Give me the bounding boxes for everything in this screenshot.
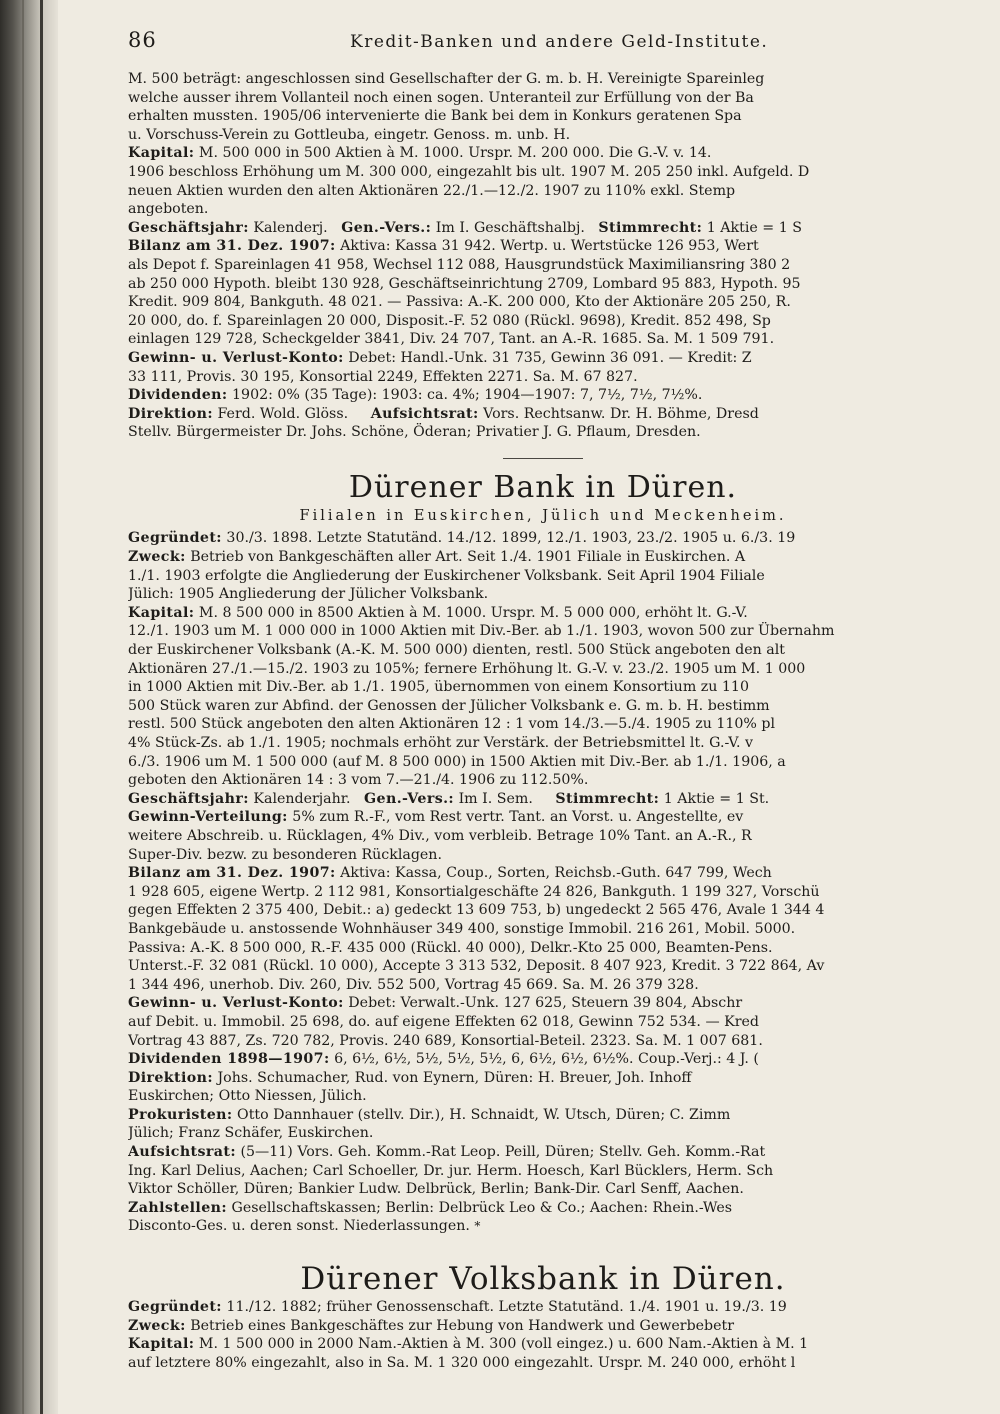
entry-zahlstellen bbox=[128, 1199, 958, 1236]
text-line: als Depot f. Spareinlagen 41 958, Wechsel 112 088, Hausgrundstück Maximiliansring 380 2 bbox=[128, 256, 791, 273]
text-gen-vers: Im I. Sem. bbox=[454, 790, 533, 807]
label-aufsichtsrat: Aufsichtsrat: bbox=[128, 1144, 236, 1161]
entry-zweck bbox=[128, 548, 958, 604]
text-line: auf Debit. u. Immobil. 25 698, do. auf eigene Effekten 62 018, Gewinn 752 534. — Kred bbox=[128, 1013, 759, 1030]
spine-edge-line-2 bbox=[22, 0, 24, 1414]
text-line: Vortrag 43 887, Zs. 720 782, Provis. 240 689, Konsortial-Beteil. 2323. Sa. M. 1 007 681. bbox=[128, 1032, 763, 1049]
text-stimmrecht: 1 Aktie = 1 St. bbox=[659, 790, 770, 807]
text-line: 1 928 605, eigene Wertp. 2 112 981, Konsortialgeschäfte 24 826, Bankguth. 1 199 327, Vorschü bbox=[128, 883, 820, 900]
text-line: Johs. Schumacher, Rud. von Eynern, Düren: H. Breuer, Joh. Inhoff bbox=[212, 1069, 692, 1086]
text-line: M. 500 beträgt: angeschlossen sind Gesellschafter der G. m. b. H. Vereinigte Spareinleg bbox=[128, 71, 765, 87]
text-dividenden: 6, 6½, 6½, 5½, 5½, 5½, 6, 6½, 6½, 6½%. Coup.-Verj.: 4 J. ( bbox=[329, 1051, 759, 1068]
text-line: Super-Div. bezw. zu besonderen Rücklagen. bbox=[128, 846, 442, 863]
page-number: 86 bbox=[128, 28, 157, 52]
label-gewinn-verlust: Gewinn- u. Verlust-Konto: bbox=[128, 349, 344, 366]
text-line: 12./1. 1903 um M. 1 000 000 in 1000 Aktien mit Div.-Ber. ab 1./1. 1903, wovon 500 zur Übernahm bbox=[128, 623, 835, 640]
text-line: ab 250 000 Hypoth. bleibt 130 928, Geschäftseinrichtung 2709, Lombard 95 883, Hypoth. 95 bbox=[128, 275, 801, 292]
text-line: einlagen 129 728, Scheckgelder 3841, Div. 24 707, Tant. an A.-R. 1685. Sa. M. 1 509 791. bbox=[128, 331, 775, 348]
entry-gewinn-verteilung bbox=[128, 808, 958, 864]
entry-zweck-bank2 bbox=[128, 1317, 958, 1336]
label-geschaeftsjahr: Geschäftsjahr: bbox=[128, 790, 249, 807]
text-line: Passiva: A.-K. 8 500 000, R.-F. 435 000 (Rückl. 40 000), Delkr.-Kto 25 000, Beamten-Pens. bbox=[128, 939, 773, 956]
text-stimmrecht: 1 Aktie = 1 S bbox=[702, 219, 802, 236]
entry-bilanz-bank1 bbox=[128, 864, 958, 994]
text-line: 20 000, do. f. Spareinlagen 20 000, Disposit.-F. 52 080 (Rückl. 9698), Kredit. 852 498, Sp bbox=[128, 312, 771, 329]
entry-aufsichtsrat-bank1 bbox=[128, 1143, 958, 1199]
entry-prokuristen bbox=[128, 1106, 958, 1143]
label-gen-vers: Gen.-Vers.: bbox=[364, 790, 455, 807]
text-line: Jülich; Franz Schäfer, Euskirchen. bbox=[128, 1125, 374, 1142]
section-divider bbox=[503, 458, 583, 459]
entry-kapital-bank2 bbox=[128, 1335, 958, 1372]
text-line: 500 Stück waren zur Abfind. der Genossen der Jülicher Volksbank e. G. m. b. H. bestimm bbox=[128, 697, 770, 714]
text-line: Disconto-Ges. u. deren sonst. Niederlassungen. bbox=[128, 1218, 475, 1235]
text-line: Ing. Karl Delius, Aachen; Carl Schoeller, Dr. jur. Herm. Hoesch, Karl Bücklers, Herm. Sch bbox=[128, 1162, 774, 1179]
label-gegruendet: Gegründet: bbox=[128, 1299, 222, 1316]
entry-kapital bbox=[128, 144, 958, 218]
label-bilanz: Bilanz am 31. Dez. 1907: bbox=[128, 238, 336, 255]
label-gen-vers: Gen.-Vers.: bbox=[341, 219, 432, 236]
text-line: Debet: Verwalt.-Unk. 127 625, Steuern 39 804, Abschr bbox=[343, 995, 743, 1012]
text-line: Gesellschaftskassen; Berlin: Delbrück Leo & Co.; Aachen: Rhein.-Wes bbox=[226, 1199, 733, 1216]
text-line: restl. 500 Stück angeboten den alten Aktionären 12 : 1 vom 14./3.—5./4. 1905 zu 110% pl bbox=[128, 716, 776, 733]
bank-title-duerener-volksbank: Dürener Volksbank in Düren. bbox=[300, 1261, 786, 1298]
text-line: 4% Stück-Zs. ab 1./1. 1905; nochmals erhöht zur Verstärk. der Betriebsmittel lt. G.-V. v bbox=[128, 735, 754, 751]
entry-gewinn-verlust bbox=[128, 349, 958, 386]
text-line: Unterst.-F. 32 081 (Rückl. 10 000), Accepte 3 313 532, Deposit. 8 407 923, Kredit. 3 722 864, Av bbox=[128, 958, 825, 975]
entry-dividenden bbox=[128, 386, 958, 405]
text-line: in 1000 Aktien mit Div.-Ber. ab 1./1. 1905, übernommen von einem Konsortium zu 110 bbox=[128, 679, 749, 696]
text-line: angeboten. bbox=[128, 201, 209, 218]
text-line: Aktionären 27./1.—15./2. 1903 zu 105%; fernere Erhöhung lt. G.-V. v. 23./2. 1905 um M. 1 000 bbox=[128, 660, 806, 677]
spine-edge-line bbox=[40, 0, 43, 1414]
text-geschaeftsjahr: Kalenderjahr. bbox=[248, 790, 351, 807]
label-direktion: Direktion: bbox=[128, 405, 213, 422]
entry-direktion bbox=[128, 405, 958, 442]
entry-continuation-intro bbox=[128, 70, 958, 144]
text-line: Otto Dannhauer (stellv. Dir.), H. Schnaidt, W. Utsch, Düren; C. Zimm bbox=[232, 1106, 731, 1123]
entry-gewinn-verlust-bank1 bbox=[128, 994, 958, 1050]
text-line: 1./1. 1903 erfolgte die Angliederung der Euskirchener Volksbank. Seit April 1904 Filiale bbox=[128, 567, 765, 584]
text-gen-vers: Im I. Geschäftshalbj. bbox=[431, 219, 585, 236]
label-kapital: Kapital: bbox=[128, 604, 195, 621]
text-gegruendet: 11./12. 1882; früher Genossenschaft. Letzte Statutänd. 1./4. 1901 u. 19./3. 19 bbox=[221, 1299, 787, 1316]
text-line: 1906 beschloss Erhöhung um M. 300 000, eingezahlt bis ult. 1907 M. 205 250 inkl. Aufgeld. D bbox=[128, 163, 810, 180]
running-title: Kredit-Banken und andere Geld-Institute. bbox=[350, 32, 769, 52]
text-line: Bankgebäude u. anstossende Wohnhäuser 349 400, sonstige Immobil. 216 261, Mobil. 5000. bbox=[128, 920, 796, 937]
label-bilanz: Bilanz am 31. Dez. 1907: bbox=[128, 865, 336, 882]
label-stimmrecht: Stimmrecht: bbox=[598, 219, 703, 236]
text-line: erhalten mussten. 1905/06 intervenierte die Bank bei dem in Konkurs geratenen Spa bbox=[128, 108, 742, 125]
entry-geschaeftsjahr-bank1 bbox=[128, 790, 958, 809]
entry-direktion-bank1 bbox=[128, 1069, 958, 1106]
label-gewinn-verteilung: Gewinn-Verteilung: bbox=[128, 809, 288, 826]
label-gewinn-verlust: Gewinn- u. Verlust-Konto: bbox=[128, 995, 344, 1012]
book-page bbox=[128, 18, 958, 1408]
label-geschaeftsjahr: Geschäftsjahr: bbox=[128, 219, 249, 236]
label-dividenden: Dividenden 1898—1907: bbox=[128, 1051, 330, 1068]
entry-gegruendet-bank2 bbox=[128, 1298, 958, 1317]
text-line: M. 500 000 in 500 Aktien à M. 1000. Urspr. M. 200 000. Die G.-V. v. 14. bbox=[194, 145, 712, 162]
page-header bbox=[128, 22, 958, 56]
text-line: M. 8 500 000 in 8500 Aktien à M. 1000. Urspr. M. 5 000 000, erhöht lt. G.-V. bbox=[194, 604, 748, 621]
text-line: (5—11) Vors. Geh. Komm.-Rat Leop. Peill, Düren; Stellv. Geh. Komm.-Rat bbox=[235, 1144, 766, 1161]
label-direktion: Direktion: bbox=[128, 1069, 213, 1086]
entry-kapital-bank1 bbox=[128, 604, 958, 790]
footnote-star: * bbox=[474, 1219, 481, 1234]
text-line: Stellv. Bürgermeister Dr. Johs. Schöne, Öderan; Privatier J. G. Pflaum, Dresden. bbox=[128, 424, 701, 441]
text-zweck: Betrieb eines Bankgeschäftes zur Hebung von Handwerk und Gewerbebetr bbox=[185, 1317, 735, 1334]
text-line: 5% zum R.-F., vom Rest vertr. Tant. an Vorst. u. Angestellte, ev bbox=[287, 809, 744, 826]
text-line: Betrieb von Bankgeschäften aller Art. Seit 1./4. 1901 Filiale in Euskirchen. A bbox=[185, 549, 746, 566]
text-aufsichtsrat: Vors. Rechtsanw. Dr. H. Böhme, Dresd bbox=[478, 405, 759, 422]
label-aufsichtsrat: Aufsichtsrat: bbox=[370, 405, 479, 422]
text-line: Euskirchen; Otto Niessen, Jülich. bbox=[128, 1088, 367, 1105]
label-zweck: Zweck: bbox=[128, 1317, 186, 1334]
text-line: geboten den Aktionären 14 : 3 vom 7.—21./4. 1906 zu 112.50%. bbox=[128, 772, 589, 789]
text-line: gegen Effekten 2 375 400, Debit.: a) gedeckt 13 609 753, b) ungedeckt 2 565 476, Avale 1 344 4 bbox=[128, 902, 825, 919]
text-line: 6./3. 1906 um M. 1 500 000 (auf M. 8 500 000) in 1500 Aktien mit Div.-Ber. ab 1./1. 1906, a bbox=[128, 753, 786, 770]
text-line: 1 344 496, unerhob. Div. 260, Div. 552 500, Vortrag 45 669. Sa. M. 26 379 328. bbox=[128, 976, 699, 993]
label-stimmrecht: Stimmrecht: bbox=[555, 790, 660, 807]
text-gegruendet: 30./3. 1898. Letzte Statutänd. 14./12. 1899, 12./1. 1903, 23./2. 1905 u. 6./3. 19 bbox=[221, 530, 796, 547]
text-line: 33 111, Provis. 30 195, Konsortial 2249, Effekten 2271. Sa. M. 67 827. bbox=[128, 368, 638, 385]
text-direktion: Ferd. Wold. Glöss. bbox=[212, 405, 349, 422]
text-line: welche ausser ihrem Vollanteil noch einen sogen. Unteranteil zur Erfüllung von der Ba bbox=[128, 89, 754, 106]
text-line: der Euskirchener Volksbank (A.-K. M. 500 000) dienten, restl. 500 Stück angeboten den alt bbox=[128, 642, 786, 659]
text-line: Kredit. 909 804, Bankguth. 48 021. — Passiva: A.-K. 200 000, Kto der Aktionäre 205 250, R. bbox=[128, 294, 791, 311]
text-geschaeftsjahr: Kalenderj. bbox=[248, 219, 328, 236]
text-line: auf letztere 80% eingezahlt, also in Sa. M. 1 320 000 eingezahlt. Urspr. M. 240 000, erhöht l bbox=[128, 1354, 796, 1371]
entry-dividenden-bank1 bbox=[128, 1050, 958, 1069]
label-kapital: Kapital: bbox=[128, 145, 195, 162]
entry-gegruendet bbox=[128, 529, 958, 548]
text-line: neuen Aktien wurden den alten Aktionären 22./1.—12./2. 1907 zu 110% exkl. Stemp bbox=[128, 182, 736, 199]
text-line: Aktiva: Kassa, Coup., Sorten, Reichsb.-Guth. 647 799, Wech bbox=[335, 865, 772, 882]
label-kapital: Kapital: bbox=[128, 1336, 195, 1353]
text-line: u. Vorschuss-Verein zu Gottleuba, eingetr. Genoss. m. unb. H. bbox=[128, 126, 571, 143]
entry-bilanz bbox=[128, 237, 958, 349]
bank-title-duerener-bank: Dürener Bank in Düren. bbox=[348, 469, 738, 505]
label-zahlstellen: Zahlstellen: bbox=[128, 1199, 227, 1216]
text-dividenden: 1902: 0% (35 Tage): 1903: ca. 4%; 1904—1907: 7, 7½, 7½, 7½%. bbox=[227, 387, 703, 404]
book-spine-shadow bbox=[0, 0, 58, 1414]
text-line: weitere Abschreib. u. Rücklagen, 4% Div., vom verbleib. Betrage 10% Tant. an A.-R., R bbox=[128, 827, 752, 844]
entry-geschaeftsjahr bbox=[128, 219, 958, 238]
text-line: M. 1 500 000 in 2000 Nam.-Aktien à M. 300 (voll eingez.) u. 600 Nam.-Aktien à M. 1 bbox=[194, 1336, 809, 1353]
text-line: Jülich: 1905 Angliederung der Jülicher Volksbank. bbox=[128, 586, 489, 603]
label-dividenden: Dividenden: bbox=[128, 387, 228, 404]
label-gegruendet: Gegründet: bbox=[128, 530, 222, 547]
label-zweck: Zweck: bbox=[128, 549, 186, 566]
bank-subtitle: Filialen in Euskirchen, Jülich und Meckenheim. bbox=[299, 507, 787, 524]
text-line: Debet: Handl.-Unk. 31 735, Gewinn 36 091. — Kredit: Z bbox=[343, 349, 752, 366]
label-prokuristen: Prokuristen: bbox=[128, 1106, 233, 1123]
text-line: Aktiva: Kassa 31 942. Wertp. u. Wertstücke 126 953, Wert bbox=[335, 238, 759, 255]
page-content bbox=[128, 70, 958, 1372]
text-line: Viktor Schöller, Düren; Bankier Ludw. Delbrück, Berlin; Bank-Dir. Carl Senff, Aachen. bbox=[128, 1181, 744, 1198]
